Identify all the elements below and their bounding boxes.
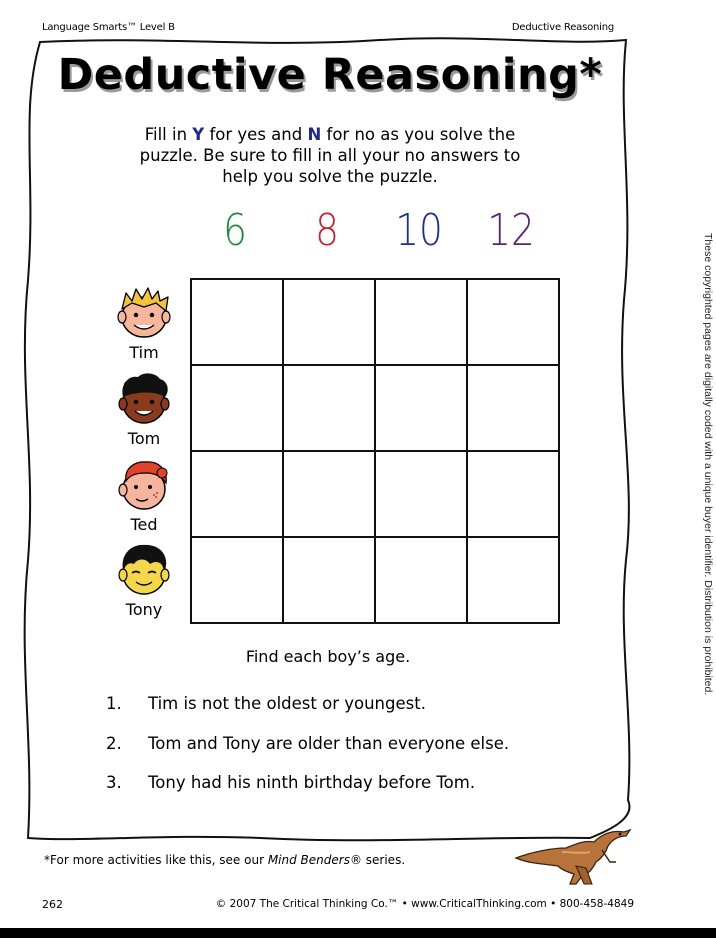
grid-row-tom (191, 365, 559, 451)
bottom-bar (0, 928, 716, 938)
grid-cell[interactable] (467, 279, 559, 365)
page-number: 262 (42, 898, 63, 911)
no-letter: N (307, 125, 322, 144)
grid-row-tony (191, 537, 559, 623)
grid-cell[interactable] (191, 365, 283, 451)
footnote-series: Mind Benders (267, 853, 350, 867)
grid-cell[interactable] (467, 451, 559, 537)
side-copyright-text: These copyrighted pages are digitally coded with a unique buyer identifier. Distribution is prohibited. (702, 233, 714, 696)
clue-number: 1. (106, 694, 122, 713)
age-6-header: 6 (223, 205, 247, 256)
clue-item (106, 773, 475, 792)
grid-cell[interactable] (375, 279, 467, 365)
clue-item (106, 694, 426, 713)
grid-cell[interactable] (375, 451, 467, 537)
curly-haired-boy-face-icon (116, 371, 172, 427)
grid-cell[interactable] (283, 279, 375, 365)
question-prompt: Find each boy’s age. (245, 647, 411, 666)
age-12-header: 12 (487, 205, 535, 256)
grid-cell[interactable] (283, 451, 375, 537)
redhead-boy-face-icon (116, 457, 172, 513)
grid-cell[interactable] (375, 537, 467, 623)
boy-name-ted: Ted (130, 515, 158, 534)
grid-cell[interactable] (191, 537, 283, 623)
clue-text: Tom and Tony are older than everyone else. (148, 734, 510, 753)
header-topic: Deductive Reasoning (511, 22, 614, 33)
footnote-prefix: *For more activities like this, see our (44, 853, 268, 867)
copyright-line: © 2007 The Critical Thinking Co.™ • www.CriticalThinking.com • 800-458-4849 (215, 898, 634, 910)
grid-cell[interactable] (283, 365, 375, 451)
grid-cell[interactable] (467, 365, 559, 451)
blond-boy-face-icon (116, 285, 172, 341)
grid-cell[interactable] (467, 537, 559, 623)
age-8-header: 8 (315, 205, 339, 256)
instructions-text-1: Fill in (144, 125, 193, 144)
age-10-header: 10 (395, 205, 443, 256)
instructions (120, 124, 540, 187)
page-title: Deductive Reasoning* (57, 50, 603, 100)
grid-cell[interactable] (191, 451, 283, 537)
black-haired-boy-face-icon (116, 542, 172, 598)
clue-text: Tony had his ninth birthday before Tom. (148, 773, 476, 792)
grid-cell[interactable] (375, 365, 467, 451)
instructions-text-2: for yes and (204, 125, 308, 144)
clue-item (106, 734, 509, 753)
footnote (44, 853, 405, 867)
instructions-text-3: for no as you solve the puzzle. Be sure to fill in all your no answers to help you solve the puzzle. (139, 125, 521, 186)
side-copyright-notice (700, 233, 714, 703)
header-book-level: Language Smarts™ Level B (42, 22, 175, 33)
grid-row-ted (191, 451, 559, 537)
clue-number: 2. (106, 734, 122, 753)
boy-name-tony: Tony (125, 600, 163, 619)
yes-letter: Y (192, 125, 205, 144)
boy-name-tim: Tim (129, 343, 159, 362)
grid-row-tim (191, 279, 559, 365)
logic-grid (190, 278, 560, 624)
boy-name-tom: Tom (127, 429, 161, 448)
grid-cell[interactable] (191, 279, 283, 365)
footnote-suffix: ® series. (349, 853, 406, 867)
dinosaur-icon (512, 822, 636, 888)
clue-text: Tim is not the oldest or youngest. (148, 694, 426, 713)
clue-number: 3. (106, 773, 122, 792)
grid-cell[interactable] (283, 537, 375, 623)
